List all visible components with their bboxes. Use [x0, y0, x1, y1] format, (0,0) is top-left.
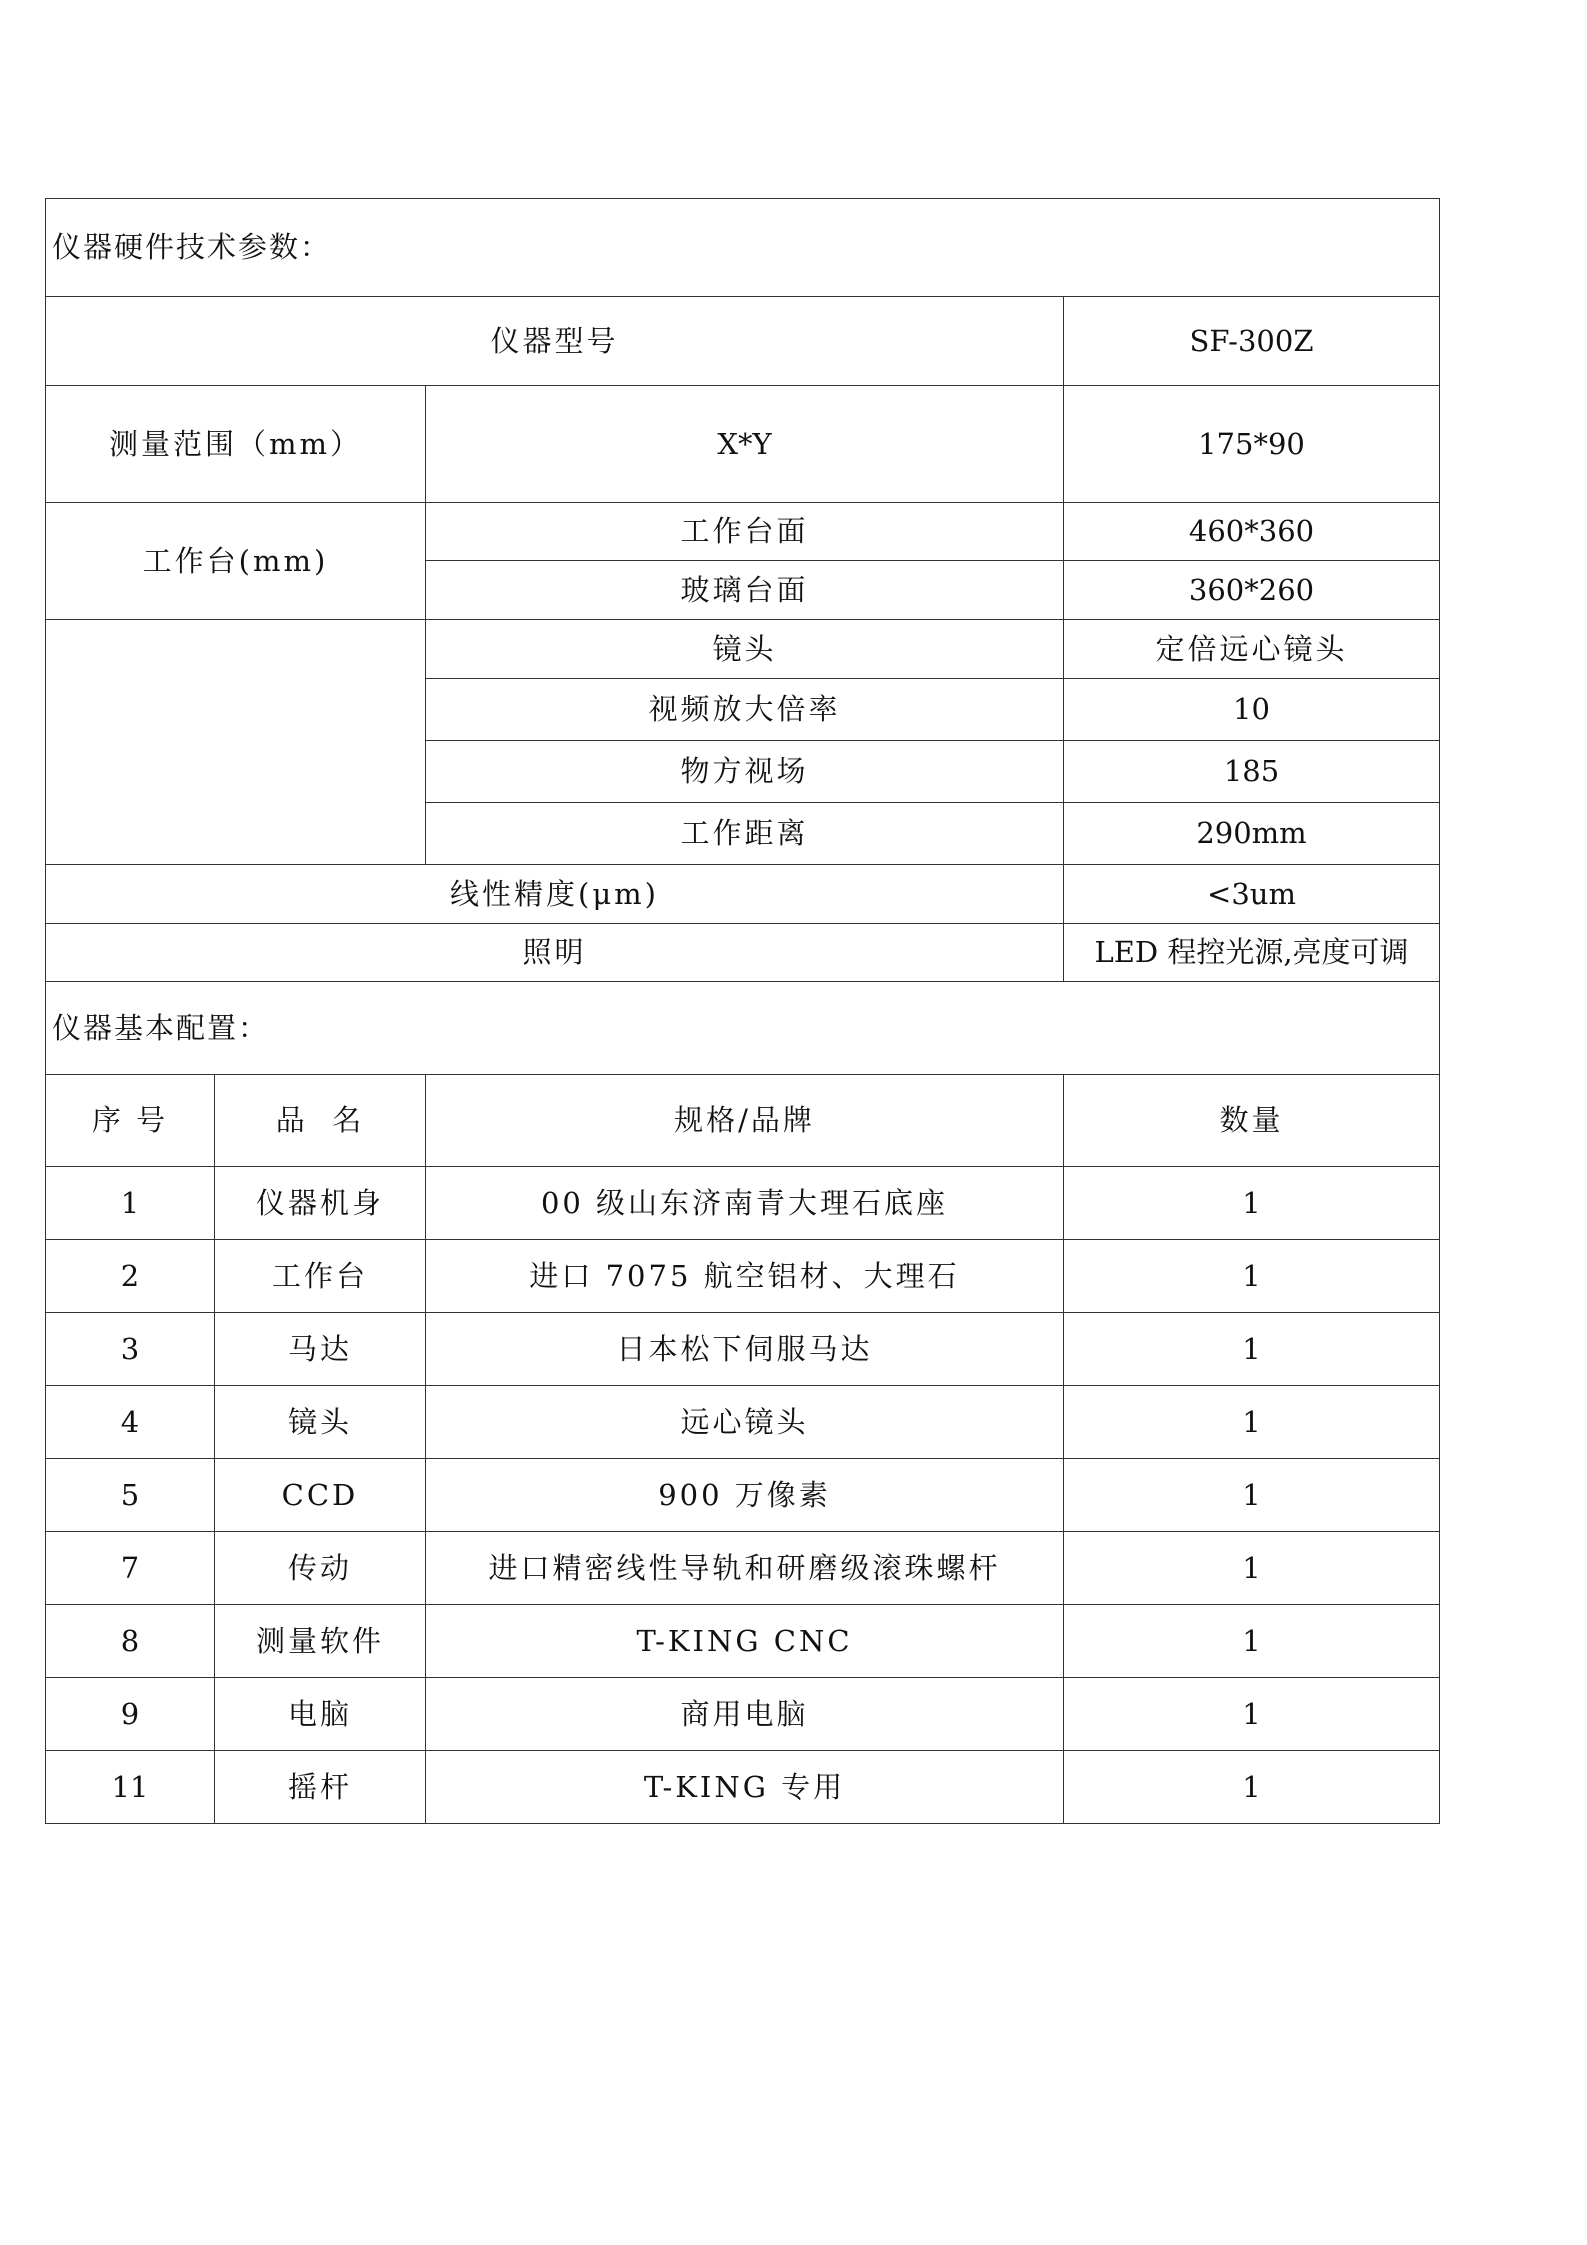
config-section-row — [46, 982, 1440, 1075]
lens-row — [46, 620, 1440, 679]
accuracy-label: 线性精度(μm) — [46, 865, 1064, 924]
optics-group-cell — [46, 620, 426, 865]
row-no: 1 — [46, 1167, 215, 1240]
model-label: 仪器型号 — [46, 297, 1064, 386]
row-spec: 远心镜头 — [426, 1386, 1064, 1459]
config-row — [46, 1532, 1440, 1605]
table-surface-row — [46, 503, 1440, 561]
row-no: 5 — [46, 1459, 215, 1532]
row-qty: 1 — [1064, 1313, 1440, 1386]
range-row — [46, 386, 1440, 503]
distance-label: 工作距离 — [426, 803, 1064, 865]
row-no: 4 — [46, 1386, 215, 1459]
row-spec: 商用电脑 — [426, 1678, 1064, 1751]
row-no: 2 — [46, 1240, 215, 1313]
row-spec: 进口 7075 航空铝材、大理石 — [426, 1240, 1064, 1313]
row-qty: 1 — [1064, 1605, 1440, 1678]
glass-surface-value: 360*260 — [1064, 561, 1440, 620]
magnification-label: 视频放大倍率 — [426, 679, 1064, 741]
model-value: SF-300Z — [1064, 297, 1440, 386]
row-qty: 1 — [1064, 1459, 1440, 1532]
distance-value: 290mm — [1064, 803, 1440, 865]
row-name: 电脑 — [215, 1678, 426, 1751]
row-name: 测量软件 — [215, 1605, 426, 1678]
row-no: 3 — [46, 1313, 215, 1386]
range-value: 175*90 — [1064, 386, 1440, 503]
lighting-value: LED 程控光源,亮度可调 — [1064, 924, 1440, 982]
config-row — [46, 1751, 1440, 1824]
row-qty: 1 — [1064, 1751, 1440, 1824]
lighting-row — [46, 924, 1440, 982]
accuracy-row — [46, 865, 1440, 924]
row-spec: T-KING CNC — [426, 1605, 1064, 1678]
row-no: 7 — [46, 1532, 215, 1605]
hardware-section-title: 仪器硬件技术参数： — [46, 199, 1440, 297]
header-no: 序 号 — [46, 1075, 215, 1167]
row-no: 8 — [46, 1605, 215, 1678]
row-qty: 1 — [1064, 1678, 1440, 1751]
row-spec: T-KING 专用 — [426, 1751, 1064, 1824]
table-surface-label: 工作台面 — [426, 503, 1064, 561]
config-row — [46, 1678, 1440, 1751]
config-row — [46, 1313, 1440, 1386]
config-row — [46, 1386, 1440, 1459]
row-spec: 日本松下伺服马达 — [426, 1313, 1064, 1386]
header-name: 品 名 — [215, 1075, 426, 1167]
hardware-section-row — [46, 199, 1440, 297]
row-spec: 进口精密线性导轨和研磨级滚珠螺杆 — [426, 1532, 1064, 1605]
lighting-label: 照明 — [46, 924, 1064, 982]
table-surface-value: 460*360 — [1064, 503, 1440, 561]
spec-sheet-table — [45, 198, 1440, 1824]
field-label: 物方视场 — [426, 741, 1064, 803]
row-name: 摇杆 — [215, 1751, 426, 1824]
lens-value: 定倍远心镜头 — [1064, 620, 1440, 679]
row-spec: 900 万像素 — [426, 1459, 1064, 1532]
config-row — [46, 1605, 1440, 1678]
header-qty: 数量 — [1064, 1075, 1440, 1167]
config-row — [46, 1167, 1440, 1240]
accuracy-value: <3um — [1064, 865, 1440, 924]
range-axis: X*Y — [426, 386, 1064, 503]
row-name: 仪器机身 — [215, 1167, 426, 1240]
row-name: CCD — [215, 1459, 426, 1532]
row-name: 工作台 — [215, 1240, 426, 1313]
row-qty: 1 — [1064, 1532, 1440, 1605]
glass-surface-label: 玻璃台面 — [426, 561, 1064, 620]
row-qty: 1 — [1064, 1240, 1440, 1313]
row-no: 11 — [46, 1751, 215, 1824]
config-row — [46, 1240, 1440, 1313]
model-row — [46, 297, 1440, 386]
row-spec: 00 级山东济南青大理石底座 — [426, 1167, 1064, 1240]
worktable-label: 工作台(mm) — [46, 503, 426, 620]
field-value: 185 — [1064, 741, 1440, 803]
range-label: 测量范围（mm） — [46, 386, 426, 503]
header-spec: 规格/品牌 — [426, 1075, 1064, 1167]
config-header-row — [46, 1075, 1440, 1167]
row-name: 传动 — [215, 1532, 426, 1605]
lens-label: 镜头 — [426, 620, 1064, 679]
row-qty: 1 — [1064, 1386, 1440, 1459]
magnification-value: 10 — [1064, 679, 1440, 741]
config-section-title: 仪器基本配置： — [46, 982, 1440, 1075]
row-qty: 1 — [1064, 1167, 1440, 1240]
row-no: 9 — [46, 1678, 215, 1751]
row-name: 马达 — [215, 1313, 426, 1386]
config-row — [46, 1459, 1440, 1532]
row-name: 镜头 — [215, 1386, 426, 1459]
